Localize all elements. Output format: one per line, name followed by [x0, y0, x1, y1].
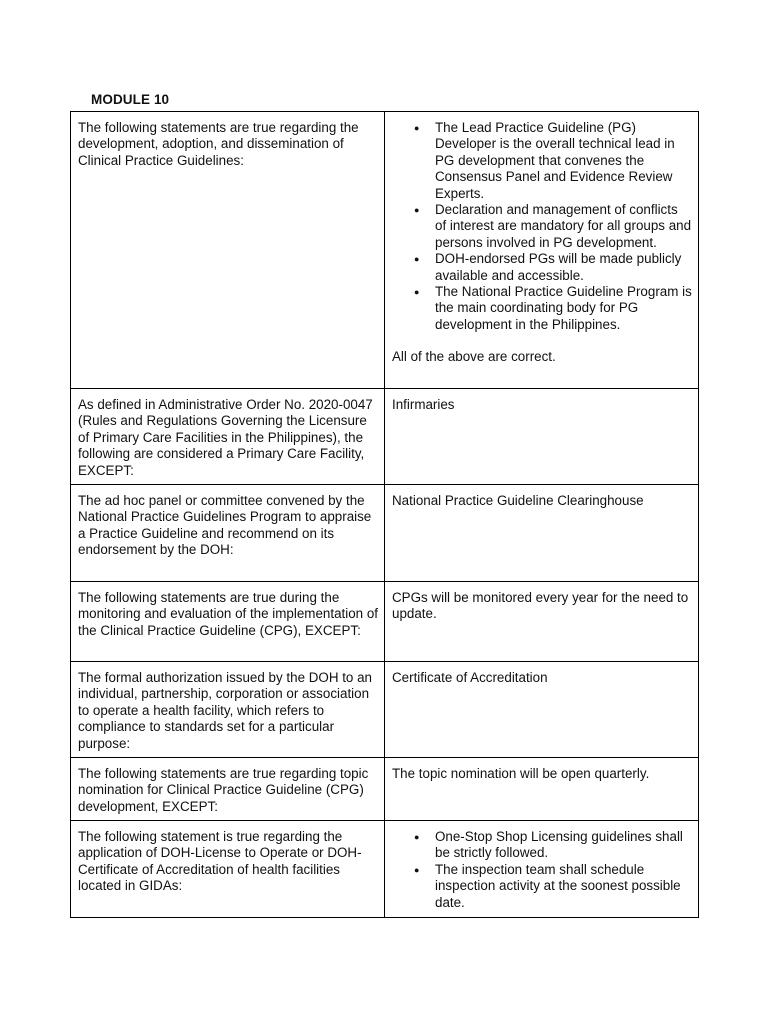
question-cell: The ad hoc panel or committee convened by the National Practice Guidelines Program to appraise a Practice Guideline and recommend on its endorsement by the DOH:	[71, 485, 385, 582]
question-cell: The following statement is true regarding the application of DOH-License to Operate or DOH-Certificate of Accreditation of health facilities located in GIDAs:	[71, 821, 385, 918]
table-row	[71, 758, 699, 821]
table-row	[71, 582, 699, 662]
table-row	[71, 389, 699, 485]
answer-cell: Certificate of Accreditation	[385, 662, 699, 758]
question-cell: As defined in Administrative Order No. 2020-0047 (Rules and Regulations Governing the Licensure of Primary Care Facilities in the Philippines), the following are considered a Primary Care Facility, EXCEPT:	[71, 389, 385, 485]
table-row	[71, 662, 699, 758]
answer-cell	[385, 112, 699, 389]
question-cell: The following statements are true regarding the development, adoption, and dissemination of Clinical Practice Guidelines:	[71, 112, 385, 389]
list-item: ● The National Practice Guideline Program is the main coordinating body for PG development in the Philippines.	[414, 284, 692, 333]
list-item: ● The Lead Practice Guideline (PG) Developer is the overall technical lead in PG development that convenes the Consensus Panel and Evidence Review Experts.	[414, 120, 692, 202]
answer-cell	[385, 821, 699, 918]
question-cell: The following statements are true regarding topic nomination for Clinical Practice Guideline (CPG) development, EXCEPT:	[71, 758, 385, 821]
answer-cell: Infirmaries	[385, 389, 699, 485]
table-row	[71, 112, 699, 389]
answer-cell: National Practice Guideline Clearinghouse	[385, 485, 699, 582]
question-answer-table	[70, 111, 699, 918]
answer-cell: CPGs will be monitored every year for the need to update.	[385, 582, 699, 662]
list-item: ● One-Stop Shop Licensing guidelines shall be strictly followed.	[414, 829, 692, 862]
question-cell: The formal authorization issued by the DOH to an individual, partnership, corporation or association to operate a health facility, which refers to compliance to standards set for a particular purpose:	[71, 662, 385, 758]
answer-text: All of the above are correct.	[392, 349, 556, 365]
table-row	[71, 821, 699, 918]
list-item: ● DOH-endorsed PGs will be made publicly available and accessible.	[414, 251, 692, 284]
answer-bullet-list	[392, 829, 692, 911]
question-cell: The following statements are true during the monitoring and evaluation of the implementation of the Clinical Practice Guideline (CPG), EXCEPT:	[71, 582, 385, 662]
table-row	[71, 485, 699, 582]
module-title: MODULE 10	[91, 92, 170, 107]
answer-cell: The topic nomination will be open quarterly.	[385, 758, 699, 821]
answer-bullet-list	[392, 120, 692, 333]
list-item: ● Declaration and management of conflicts of interest are mandatory for all groups and persons involved in PG development.	[414, 202, 692, 251]
list-item: ● The inspection team shall schedule inspection activity at the soonest possible date.	[414, 862, 692, 911]
